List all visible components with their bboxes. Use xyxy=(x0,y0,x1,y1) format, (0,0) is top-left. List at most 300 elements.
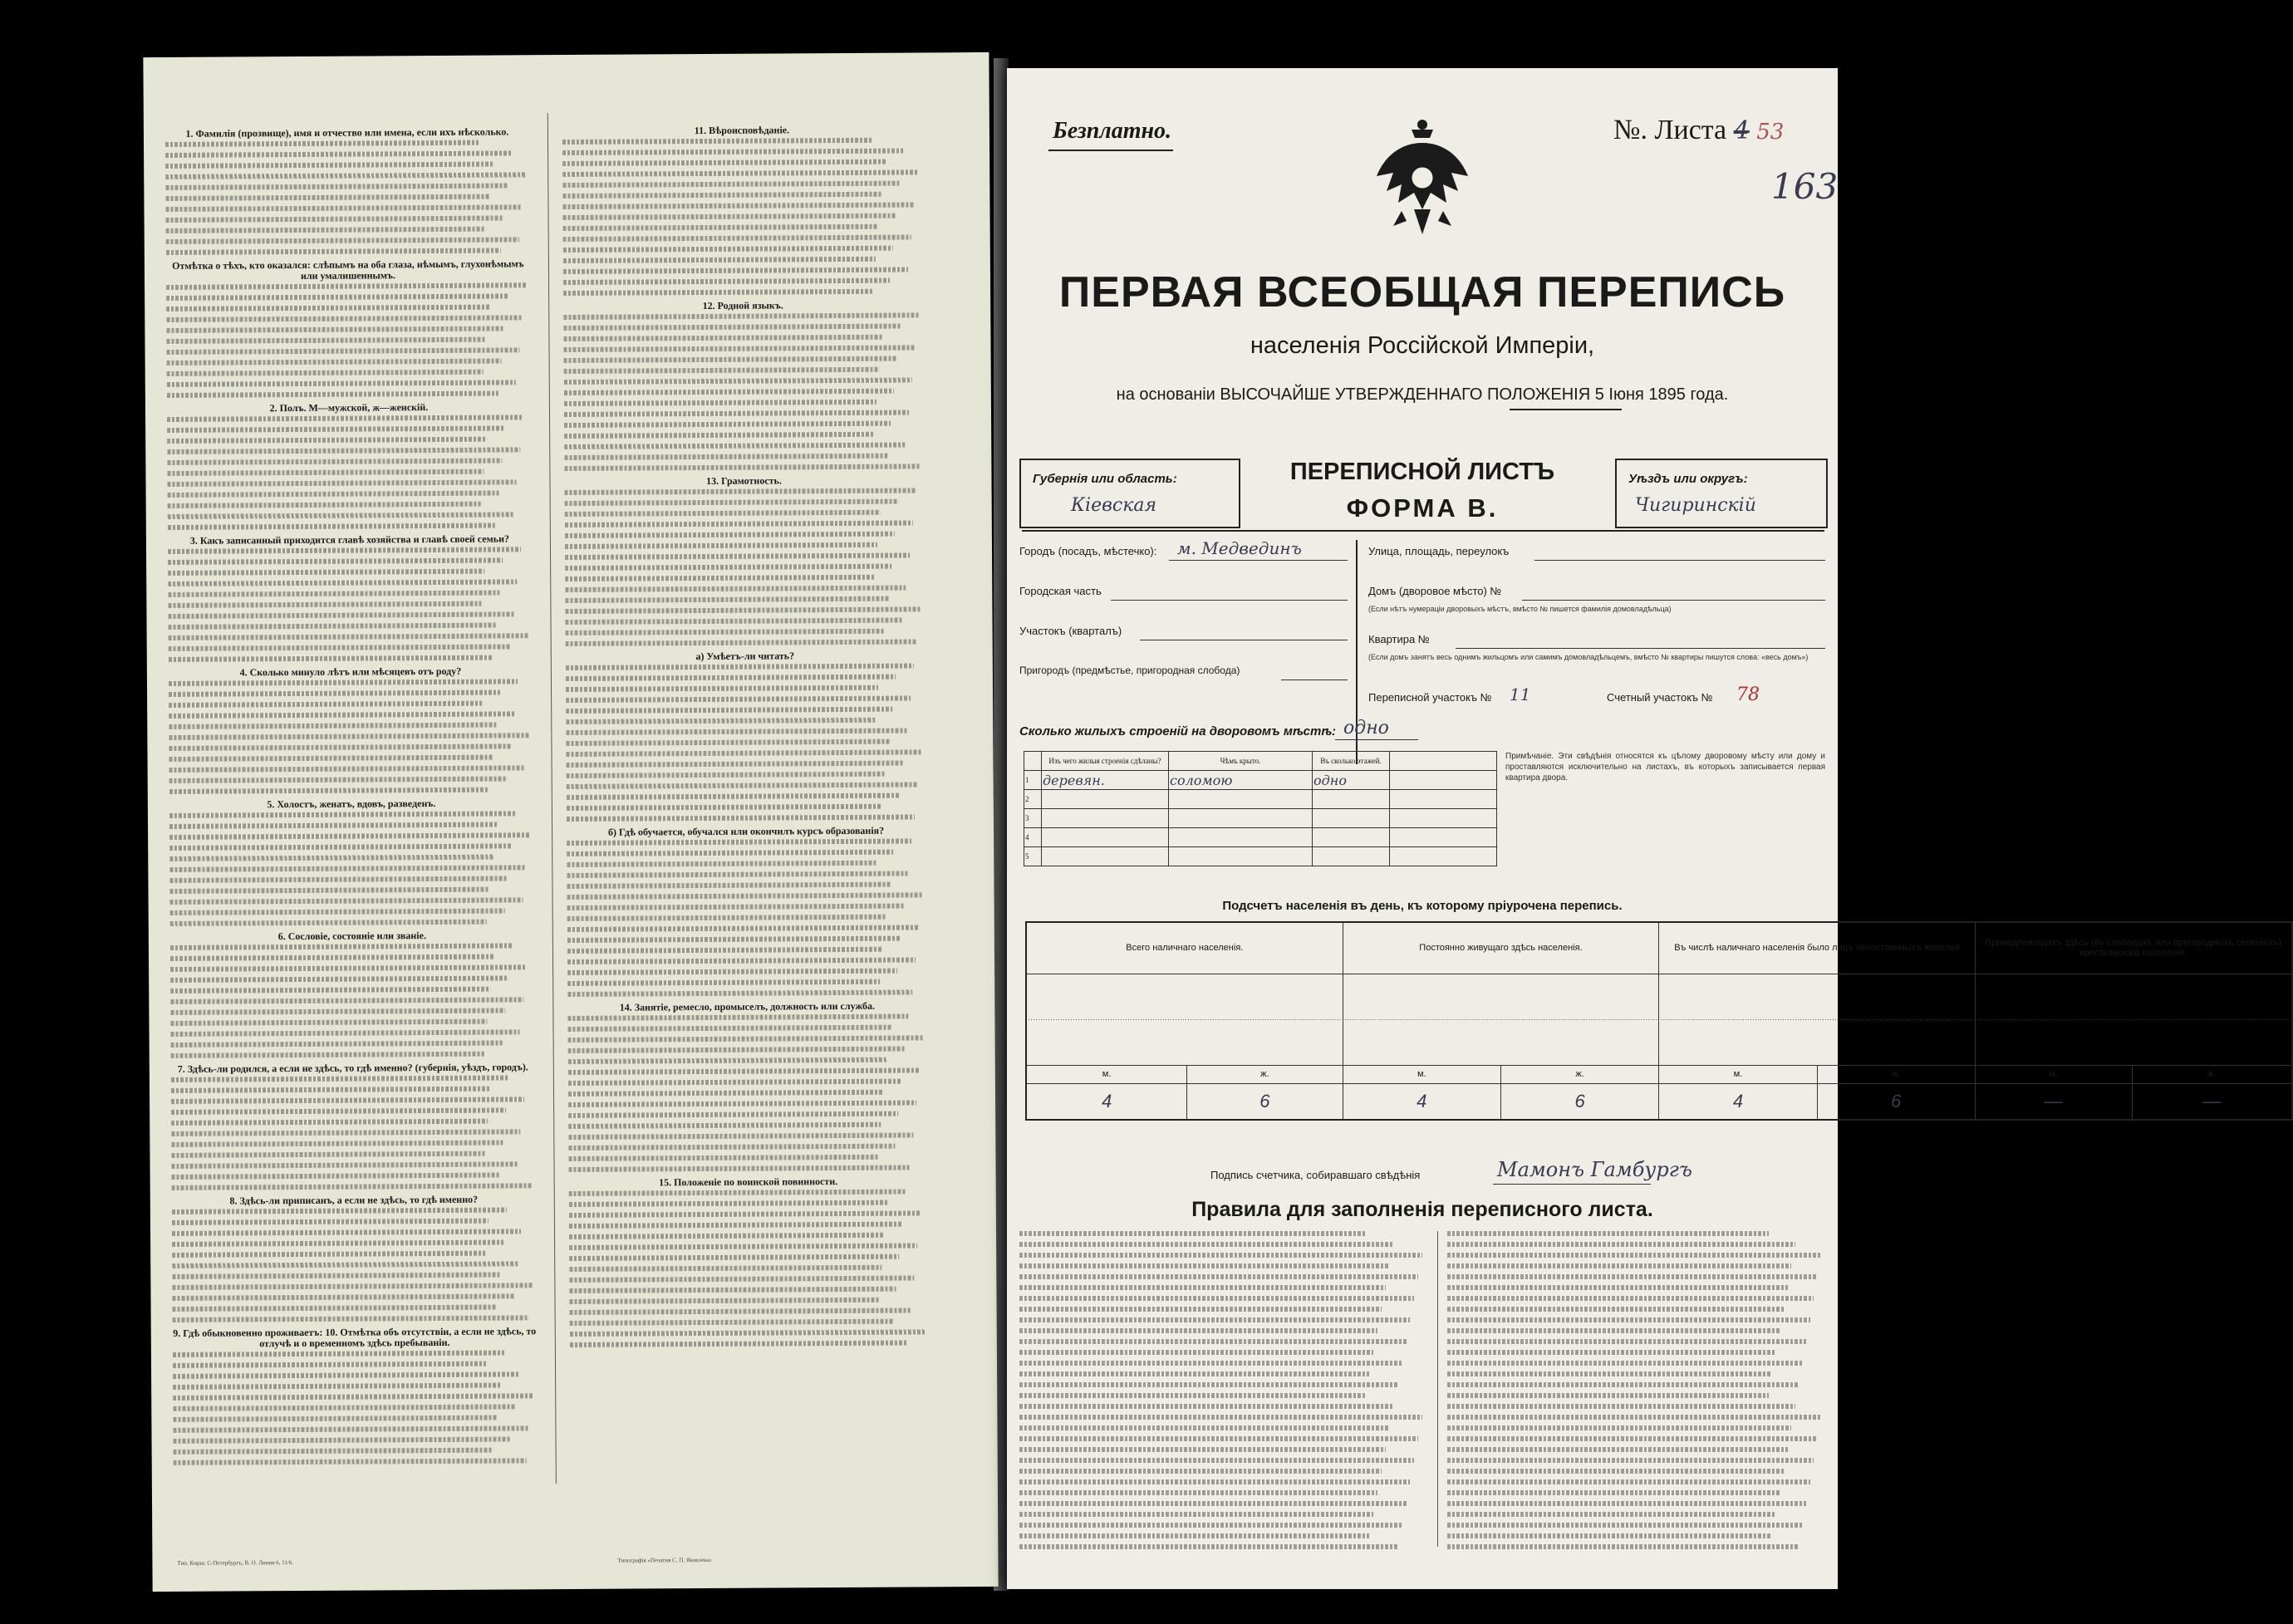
rules-text-line xyxy=(1447,1436,1818,1441)
census-district-label: Переписной участокъ № xyxy=(1368,691,1492,704)
instruction-text-line xyxy=(568,1079,902,1086)
rules-text-line xyxy=(1019,1501,1407,1506)
instruction-heading: а) Умѣетъ-ли читать? xyxy=(695,650,795,663)
rules-text-line xyxy=(1019,1425,1390,1430)
instruction-text-line xyxy=(172,1273,499,1279)
instruction-text-line xyxy=(567,871,907,879)
instruction-text-line xyxy=(169,690,500,697)
instruction-text-line xyxy=(173,1415,497,1422)
instruction-heading: 8. Здѣсь-ли приписанъ, а если не здѣсь, то гдѣ именно? xyxy=(229,1193,479,1207)
rules-text-line xyxy=(1019,1285,1386,1290)
instruction-text-line xyxy=(570,1329,926,1337)
instruction-text-line xyxy=(569,1265,881,1272)
instruction-text-line xyxy=(171,1075,509,1082)
instruction-text-line xyxy=(169,743,511,751)
apartment-label: Квартира № xyxy=(1368,633,1430,645)
imprint-right: Типографія «Печатня С. П. Яковлева» xyxy=(617,1556,712,1564)
buildings-row-number: 5 xyxy=(1024,847,1042,866)
instruction-text-line xyxy=(168,502,481,508)
rules-text-line xyxy=(1019,1436,1418,1441)
instruction-text-line xyxy=(568,1057,887,1064)
instruction-text-line xyxy=(166,293,508,301)
instruction-text-line xyxy=(563,267,908,275)
rules-text-line xyxy=(1019,1328,1377,1333)
instruction-text-line xyxy=(569,1210,921,1218)
instruction-text-line xyxy=(170,954,494,961)
instruction-text-line xyxy=(173,1305,497,1312)
instruction-text-line xyxy=(564,410,909,418)
instruction-text-line xyxy=(166,237,519,244)
instruction-text-line xyxy=(563,234,911,242)
instruction-text-line xyxy=(169,787,489,794)
instruction-text-line xyxy=(168,569,484,576)
instruction-text-line xyxy=(167,425,505,432)
tally-title: Подсчетъ населенія въ день, къ которому пріурочена перепись. xyxy=(1222,899,1623,913)
instruction-text-line xyxy=(565,606,921,614)
instruction-text-line xyxy=(168,512,513,519)
rules-text-line xyxy=(1447,1371,1772,1376)
instruction-text-line xyxy=(167,458,502,464)
rules-text-line xyxy=(1019,1469,1382,1474)
instruction-text-line xyxy=(173,1425,529,1433)
buildings-cell: соломою xyxy=(1169,771,1313,790)
rules-text-line xyxy=(1447,1274,1818,1279)
instruction-text-line xyxy=(171,1029,520,1037)
rules-text-line xyxy=(1447,1501,1806,1506)
instruction-text-line xyxy=(165,162,493,169)
instruction-text-line xyxy=(568,1144,895,1151)
instruction-heading: 14. Занятіе, ремесло, промыселъ, должность или служба. xyxy=(619,999,876,1013)
buildings-table xyxy=(1024,751,1497,866)
instruction-heading: 3. Какъ записанный приходится главѣ хозяйства и главѣ своей семьи? xyxy=(189,532,510,547)
instruction-text-line xyxy=(562,169,918,177)
buildings-cell xyxy=(1042,809,1169,828)
instruction-text-line xyxy=(168,601,481,608)
instruction-text-line xyxy=(166,227,486,233)
instruction-text-line xyxy=(169,832,530,840)
rules-text-line xyxy=(1019,1307,1382,1312)
instruction-text-line xyxy=(562,202,914,209)
rules-text-line xyxy=(1019,1242,1394,1247)
instruction-text-line xyxy=(167,391,498,398)
instruction-text-line xyxy=(173,1393,533,1401)
instruction-text-line xyxy=(169,733,529,740)
instruction-text-line xyxy=(168,579,517,586)
instruction-text-line xyxy=(168,611,513,619)
rules-text-line xyxy=(1447,1404,1795,1409)
tally-value: 4 xyxy=(1026,1083,1187,1120)
tally-header-temporary: Въ числѣ наличнаго населенія было лицъ непостоянныхъ жителей xyxy=(1659,922,1976,974)
instruction-text-line xyxy=(568,1122,881,1129)
rules-text-line xyxy=(1019,1393,1366,1398)
instruction-text-line xyxy=(166,282,527,290)
instruction-text-line xyxy=(170,920,487,926)
rules-text-line xyxy=(1019,1339,1407,1344)
instruction-text-line xyxy=(570,1341,907,1347)
rules-text-line xyxy=(1019,1231,1366,1236)
instruction-text-line xyxy=(170,897,523,905)
instruction-text-line xyxy=(566,718,875,724)
instruction-text-line xyxy=(565,596,888,603)
instruction-text-line xyxy=(563,213,897,220)
instruction-text-line xyxy=(563,289,872,296)
instruction-text-line xyxy=(167,469,484,476)
buildings-cell xyxy=(1169,809,1313,828)
instruction-text-line xyxy=(170,1019,487,1026)
instruction-heading: 13. Грамотность. xyxy=(706,474,782,487)
instruction-text-line xyxy=(167,415,523,422)
apartment-note: (Если домъ занятъ весь однимъ жильцомъ или самимъ домовладѣльцемъ, вмѣсто № квартиры пишутся слова: «весь домъ») xyxy=(1368,653,1809,661)
instruction-text-line xyxy=(567,761,904,768)
instruction-text-line xyxy=(169,855,493,861)
buildings-cell xyxy=(1313,828,1390,847)
instruction-text-line xyxy=(567,936,901,943)
instruction-text-line xyxy=(173,1362,486,1368)
sheet-number-handwritten-3: 163 xyxy=(1771,166,1839,207)
instruction-text-line xyxy=(569,1243,917,1250)
buildings-row-number: 1 xyxy=(1024,771,1042,790)
instruction-text-line xyxy=(169,623,496,630)
instruction-text-line xyxy=(567,882,890,889)
instruction-text-line xyxy=(171,1097,524,1104)
count-district-label: Счетный участокъ № xyxy=(1607,691,1713,704)
tally-header-permanent: Постоянно живущаго здѣсь населенія. xyxy=(1343,922,1659,974)
buildings-cell xyxy=(1169,790,1313,809)
rules-text-line xyxy=(1019,1404,1394,1409)
instruction-text-line xyxy=(566,639,917,646)
instruction-text-line xyxy=(565,553,910,561)
instruction-text-line xyxy=(168,523,495,530)
instruction-text-line xyxy=(562,138,872,145)
instruction-text-line xyxy=(567,772,886,778)
instruction-text-line xyxy=(567,804,882,811)
tally-header-peasant: Принадлежащихъ здѣсь (въ слободахъ или пригородныхъ селеніяхъ) крестьянскаго населенія. xyxy=(1975,922,2291,974)
instruction-text-line xyxy=(169,843,512,851)
instruction-text-line xyxy=(564,443,905,450)
column-divider xyxy=(547,113,557,1484)
rules-text-line xyxy=(1447,1242,1795,1247)
form-name: ФОРМА В. xyxy=(1346,493,1499,523)
city-value: м. Медвединъ xyxy=(1177,538,1302,558)
instruction-text-line xyxy=(171,1041,503,1048)
uezd-value: Чигиринскій xyxy=(1635,495,1756,516)
instruction-heading: б) Гдѣ обучается, обучался или окончилъ курсъ образованія? xyxy=(607,824,885,838)
tally-sex-header: ж. xyxy=(1187,1065,1343,1083)
instruction-text-line xyxy=(166,337,486,344)
uezd-label: Уѣздъ или округъ: xyxy=(1628,472,1748,486)
instruction-text-line xyxy=(169,865,526,872)
instruction-text-line xyxy=(567,861,876,867)
instruction-text-line xyxy=(171,1141,503,1147)
instruction-text-line xyxy=(172,1161,518,1169)
tally-sex-header: ж. xyxy=(1817,1065,1975,1083)
instruction-text-line xyxy=(173,1315,529,1322)
instruction-text-line xyxy=(564,389,894,395)
instruction-heading: 2. Полъ. М—мужской, ж—женскій. xyxy=(269,401,429,415)
city-part-label: Городская часть xyxy=(1019,585,1102,597)
instruction-text-line xyxy=(173,1351,504,1357)
city-label: Городъ (посадъ, мѣстечко): xyxy=(1019,545,1157,557)
buildings-row xyxy=(1024,771,1497,790)
instruction-text-line xyxy=(166,215,504,222)
instruction-text-line xyxy=(169,633,529,640)
instruction-text-line xyxy=(173,1371,518,1379)
instruction-text-line xyxy=(174,1448,493,1455)
rules-text-line xyxy=(1447,1382,1799,1387)
instruction-text-line xyxy=(566,663,914,670)
sheet-number xyxy=(1613,115,1784,146)
instruction-text-line xyxy=(172,1251,485,1258)
signature-label: Подпись счетчика, собиравшаго свѣдѣнія xyxy=(1210,1169,1421,1181)
tally-sex-header: м. xyxy=(1659,1065,1817,1083)
tally-value: — xyxy=(2132,1083,2291,1120)
rules-column-2 xyxy=(1447,1231,1825,1555)
instruction-text-line xyxy=(172,1219,489,1225)
signature-value: Мамонъ Гамбургъ xyxy=(1497,1158,1692,1181)
instruction-text-line xyxy=(171,1151,484,1158)
instruction-text-line xyxy=(566,629,885,635)
instruction-text-line xyxy=(564,421,891,428)
instruction-text-line xyxy=(171,1107,506,1114)
instruction-text-line xyxy=(167,380,516,387)
instruction-text-line xyxy=(567,782,918,789)
instruction-text-line xyxy=(565,575,874,581)
rules-text-line xyxy=(1019,1533,1369,1538)
rules-text-line xyxy=(1447,1533,1772,1538)
instruction-heading: 1. Фамилія (прозвище), имя и отчество или имена, если ихъ нѣсколько. xyxy=(185,125,509,140)
rules-text-line xyxy=(1447,1296,1814,1301)
rules-text-line xyxy=(1447,1523,1803,1528)
instruction-text-line xyxy=(563,257,876,263)
instruction-text-line xyxy=(569,1275,914,1283)
rules-text-line xyxy=(1019,1479,1410,1484)
instruction-text-line xyxy=(568,1155,877,1161)
instruction-text-line xyxy=(169,765,526,773)
instruction-text-line xyxy=(168,591,499,597)
instruction-text-line xyxy=(170,975,508,982)
right-page-census-form xyxy=(1007,68,2291,1589)
instruction-text-line xyxy=(567,904,905,910)
rules-text-line xyxy=(1019,1263,1390,1268)
rules-column-1 xyxy=(1019,1231,1426,1555)
rules-text-line xyxy=(1019,1447,1386,1452)
instruction-text-line xyxy=(169,776,508,783)
instruction-text-line xyxy=(569,1200,888,1207)
instruction-text-line xyxy=(171,1129,520,1136)
instruction-text-line xyxy=(165,204,522,212)
rules-text-line xyxy=(1019,1361,1402,1366)
instruction-text-line xyxy=(567,814,915,822)
instruction-text-line xyxy=(566,739,889,746)
rules-text-line xyxy=(1019,1371,1369,1376)
instruction-text-line xyxy=(567,838,911,846)
census-title: ПЕРВАЯ ВСЕОБЩАЯ ПЕРЕПИСЬ xyxy=(1058,268,1786,316)
instruction-text-line xyxy=(174,1436,512,1443)
buildings-cell xyxy=(1313,847,1390,866)
tally-table: Всего наличнаго населенія. Постоянно живущаго здѣсь населенія. Въ числѣ наличнаго населенія было лицъ непостоянныхъ жителей Принадлежащихъ здѣсь (въ слободахъ или пригородныхъ селеніяхъ) крестьянскаго населенія. ······························································································································ ······························································································································ ······························································································································ ······························································································································ м. ж. м. ж. м. ж. м. ж. 4 6 4 6 4 6 — — xyxy=(1025,921,2293,1121)
street-label: Улица, площадь, переулокъ xyxy=(1368,545,1510,557)
gubernia-value: Кіевская xyxy=(1071,495,1157,516)
instruction-text-line xyxy=(569,1222,903,1229)
house-note: (Если нѣтъ нумераціи дворовыхъ мѣстъ, вмѣсто № пишется фамилія домовладѣльца) xyxy=(1368,605,1672,613)
rules-text-line xyxy=(1019,1458,1414,1463)
instruction-text-line xyxy=(566,685,878,692)
suburb-label: Пригородъ (предмѣстье, пригородная слобода) xyxy=(1019,665,1240,676)
instruction-text-line xyxy=(169,655,493,662)
instruction-text-line xyxy=(570,1319,893,1326)
buildings-cell xyxy=(1042,790,1169,809)
gubernia-label: Губернія или область: xyxy=(1033,472,1177,486)
rules-text-line xyxy=(1447,1415,1821,1420)
instruction-text-line xyxy=(167,358,502,365)
buildings-row xyxy=(1024,809,1497,828)
rules-text-line xyxy=(1447,1263,1791,1268)
buildings-row-number: 2 xyxy=(1024,790,1042,809)
instruction-text-line xyxy=(563,324,901,331)
instruction-text-line xyxy=(166,315,523,322)
instruction-text-line xyxy=(172,1261,518,1268)
instruction-text-line xyxy=(565,586,906,593)
rules-text-line xyxy=(1447,1469,1784,1474)
instruction-text-line xyxy=(570,1298,879,1304)
instruction-text-line xyxy=(566,729,906,736)
sheet-number-handwritten: 4 xyxy=(1733,116,1750,145)
instruction-text-line xyxy=(170,964,527,972)
rules-text-line xyxy=(1019,1523,1402,1528)
instruction-text-line xyxy=(567,793,901,800)
instruction-heading: 6. Сословіе, состояніе или званіе. xyxy=(277,930,426,943)
instruction-text-line xyxy=(563,335,882,341)
instruction-text-line xyxy=(565,488,916,495)
instruction-text-line xyxy=(166,326,504,332)
tally-header-total: Всего наличнаго населенія. xyxy=(1026,922,1343,974)
instruction-text-line xyxy=(174,1458,527,1465)
imperial-eagle-emblem xyxy=(1368,118,1476,243)
buildings-cell xyxy=(1169,847,1313,866)
rules-text-line xyxy=(1019,1317,1410,1322)
instruction-text-line xyxy=(566,618,903,625)
instruction-text-line xyxy=(568,1111,898,1118)
instruction-text-line xyxy=(168,557,503,564)
instruction-text-line xyxy=(563,312,919,320)
rules-text-line xyxy=(1447,1339,1806,1344)
instruction-text-line xyxy=(165,172,526,179)
instruction-text-line xyxy=(562,192,881,199)
instruction-text-line xyxy=(168,491,499,498)
rules-text-line xyxy=(1447,1328,1780,1333)
instruction-text-line xyxy=(166,305,490,312)
rules-text-line xyxy=(1019,1296,1414,1301)
sheet-number-label: №. Листа xyxy=(1613,115,1727,145)
instruction-text-line xyxy=(566,749,921,757)
rules-text-line xyxy=(1447,1253,1821,1258)
instruction-text-line xyxy=(167,447,520,454)
instruction-text-line xyxy=(564,400,876,406)
tally-value: 6 xyxy=(1500,1083,1658,1120)
instruction-text-line xyxy=(562,149,903,156)
tally-value: 4 xyxy=(1343,1083,1500,1120)
instruction-text-line xyxy=(564,432,873,439)
rules-text-line xyxy=(1447,1307,1784,1312)
tally-value: — xyxy=(1975,1083,2132,1120)
buildings-row xyxy=(1024,828,1497,847)
rules-text-line xyxy=(1019,1544,1398,1549)
rules-text-line xyxy=(1447,1393,1769,1398)
instruction-text-line xyxy=(564,356,898,363)
instruction-text-line xyxy=(564,464,920,471)
buildings-label: Сколько жилыхъ строеній на дворовомъ мѣстѣ: xyxy=(1019,724,1337,738)
instruction-text-line xyxy=(567,915,886,921)
instruction-text-line xyxy=(568,1100,916,1107)
rules-text-line xyxy=(1447,1425,1791,1430)
rules-text-line xyxy=(1019,1512,1373,1517)
tally-sex-header: м. xyxy=(1975,1065,2132,1083)
instruction-text-line xyxy=(565,542,877,549)
buildings-cell xyxy=(1042,847,1169,866)
instruction-text-line xyxy=(567,892,923,900)
instruction-text-line xyxy=(170,908,505,915)
instruction-text-line xyxy=(567,925,919,932)
instruction-text-line xyxy=(565,564,891,571)
instruction-heading: 15. Положеніе по воинской повинности. xyxy=(659,1175,838,1189)
rules-text-line xyxy=(1447,1458,1814,1463)
instruction-text-line xyxy=(566,675,896,681)
instruction-text-line xyxy=(565,520,913,527)
instruction-text-line xyxy=(564,345,916,352)
rules-text-line xyxy=(1447,1479,1810,1484)
instructions-column-1 xyxy=(165,121,538,1471)
buildings-cell: одно xyxy=(1313,771,1390,790)
rules-text-line xyxy=(1019,1274,1418,1279)
tally-value: 6 xyxy=(1817,1083,1975,1120)
buildings-row-number: 3 xyxy=(1024,809,1042,828)
rules-text-line xyxy=(1447,1544,1799,1549)
rules-text-line xyxy=(1447,1317,1810,1322)
tally-value: 4 xyxy=(1659,1083,1817,1120)
instruction-text-line xyxy=(570,1308,911,1316)
buildings-header-floors: Въ сколько этажей. xyxy=(1313,752,1390,771)
rules-text-line xyxy=(1019,1382,1398,1387)
instruction-text-line xyxy=(568,1035,924,1043)
instruction-text-line xyxy=(172,1183,533,1190)
instruction-text-line xyxy=(169,876,508,882)
buildings-row-number: 4 xyxy=(1024,828,1042,847)
instruction-text-line xyxy=(171,1087,491,1093)
buildings-header-roof: Чѣмъ крыто. xyxy=(1169,752,1313,771)
instruction-text-line xyxy=(565,510,881,517)
instruction-text-line xyxy=(563,278,890,285)
instruction-text-line xyxy=(569,1254,899,1261)
instruction-text-line xyxy=(565,532,895,538)
instruction-text-line xyxy=(165,140,479,147)
tally-sex-header: ж. xyxy=(1500,1065,1658,1083)
instruction-text-line xyxy=(172,1229,521,1236)
instruction-text-line xyxy=(568,1132,913,1140)
left-page-instructions xyxy=(143,52,998,1592)
instruction-text-line xyxy=(169,679,518,686)
instruction-text-line xyxy=(567,989,912,997)
instruction-text-line xyxy=(569,1287,896,1293)
house-label: Домъ (дворовое мѣсто) № xyxy=(1368,585,1502,597)
instruction-text-line xyxy=(565,499,899,506)
instruction-text-line xyxy=(568,1090,884,1097)
buildings-row xyxy=(1024,847,1497,866)
instruction-text-line xyxy=(167,437,487,444)
buildings-note: Примѣчаніе. Эти свѣдѣнія относятся къ цѣлому дворовому мѣсту или дому и проставляются исключительно на листахъ, въ которыхъ записывается первая квартира двора. xyxy=(1505,752,1825,783)
sheet-number-handwritten-2: 53 xyxy=(1756,120,1785,145)
instruction-heading: 12. Родной языкъ. xyxy=(702,299,783,312)
instruction-text-line xyxy=(169,701,482,708)
